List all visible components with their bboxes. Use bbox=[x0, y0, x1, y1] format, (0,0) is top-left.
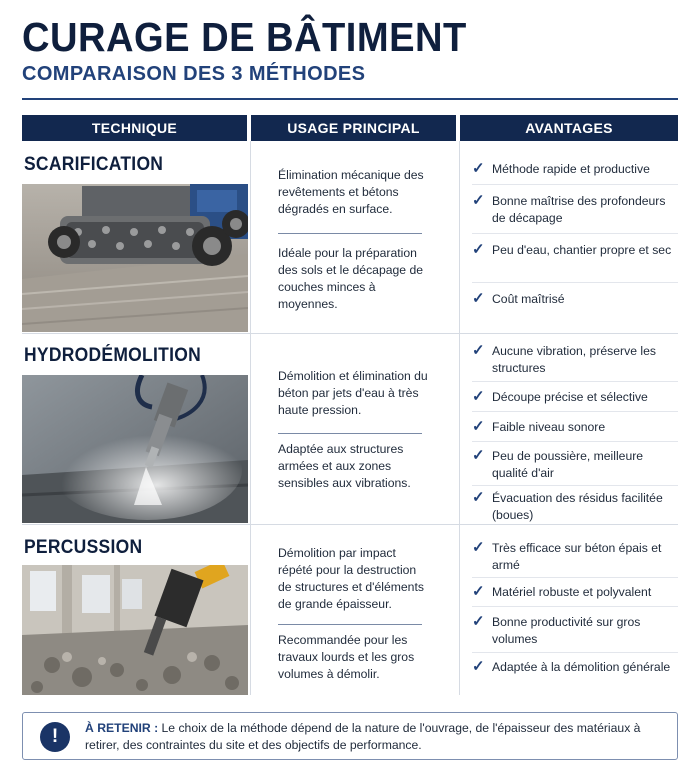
advantage-item: ✓ Peu d'eau, chantier propre et sec bbox=[472, 241, 672, 258]
advantage-divider bbox=[472, 233, 678, 234]
column-divider bbox=[459, 141, 460, 695]
checkmark-icon: ✓ bbox=[472, 539, 485, 556]
advantage-item: ✓ Faible niveau sonore bbox=[472, 418, 606, 435]
column-header-usage: USAGE PRINCIPAL bbox=[251, 115, 456, 141]
key-takeaway-text: À RETENIR : Le choix de la méthode dépend de la nature de l'ouvrage, de l'épaisseur des matériaux à retirer, des contraintes du site et des objectifs de performance. bbox=[85, 721, 641, 752]
checkmark-icon: ✓ bbox=[472, 418, 485, 435]
advantage-item: ✓ Découpe précise et sélective bbox=[472, 388, 648, 405]
usage-divider bbox=[278, 233, 422, 234]
usage-text: Idéale pour la préparation des sols et le décapage de couches minces à moyennes. bbox=[278, 246, 424, 311]
checkmark-icon: ✓ bbox=[472, 342, 485, 359]
key-takeaway-label: À RETENIR : bbox=[85, 721, 159, 735]
row-divider bbox=[22, 333, 678, 334]
column-divider bbox=[250, 141, 251, 695]
water-jet-lance-photo bbox=[22, 375, 248, 523]
checkmark-icon: ✓ bbox=[472, 290, 485, 307]
advantage-divider bbox=[472, 485, 678, 486]
exclamation-icon: ! bbox=[40, 722, 70, 752]
checkmark-icon: ✓ bbox=[472, 489, 485, 506]
checkmark-icon: ✓ bbox=[472, 447, 485, 464]
row-divider bbox=[22, 524, 678, 525]
advantage-divider bbox=[472, 577, 678, 578]
advantage-item: ✓ Méthode rapide et productive bbox=[472, 160, 650, 177]
advantage-divider bbox=[472, 184, 678, 185]
technique-name-hydrodemolition: HYDRODÉMOLITION bbox=[24, 345, 201, 366]
hydraulic-breaker-photo bbox=[22, 565, 248, 695]
advantage-item: ✓ Adaptée à la démolition générale bbox=[472, 658, 671, 675]
advantage-divider bbox=[472, 411, 678, 412]
advantage-item: ✓ Peu de poussière, meilleure qualité d'air bbox=[472, 447, 644, 480]
usage-divider bbox=[278, 624, 422, 625]
advantage-item: ✓ Aucune vibration, préserve les structures bbox=[472, 342, 656, 375]
advantage-item: ✓ Matériel robuste et polyvalent bbox=[472, 583, 652, 600]
advantage-divider bbox=[472, 441, 678, 442]
usage-text: Adaptée aux structures armées et aux zones sensibles aux vibrations. bbox=[278, 442, 411, 490]
advantage-item: ✓ Très efficace sur béton épais et armé bbox=[472, 539, 662, 572]
checkmark-icon: ✓ bbox=[472, 192, 485, 209]
checkmark-icon: ✓ bbox=[472, 613, 485, 630]
advantage-divider bbox=[472, 381, 678, 382]
usage-text: Recommandée pour les travaux lourds et les gros volumes à démolir. bbox=[278, 633, 415, 681]
advantage-item: ✓ Évacuation des résidus facilitée (boues) bbox=[472, 489, 663, 522]
technique-name-scarification: SCARIFICATION bbox=[24, 154, 164, 175]
page-subtitle: COMPARAISON DES 3 MÉTHODES bbox=[22, 63, 366, 85]
advantage-item: ✓ Bonne maîtrise des profondeurs de décapage bbox=[472, 192, 666, 225]
column-header-advantages: AVANTAGES bbox=[460, 115, 678, 141]
advantage-divider bbox=[472, 606, 678, 607]
technique-name-percussion: PERCUSSION bbox=[24, 537, 143, 558]
advantage-item: ✓ Bonne productivité sur gros volumes bbox=[472, 613, 641, 646]
checkmark-icon: ✓ bbox=[472, 388, 485, 405]
usage-text: Démolition par impact répété pour la destruction de structures et d'éléments de grande épaisseur. bbox=[278, 546, 424, 611]
checkmark-icon: ✓ bbox=[472, 658, 485, 675]
title-divider bbox=[22, 98, 678, 100]
advantage-divider bbox=[472, 652, 678, 653]
scarifier-machine-photo bbox=[22, 184, 248, 332]
checkmark-icon: ✓ bbox=[472, 241, 485, 258]
checkmark-icon: ✓ bbox=[472, 160, 485, 177]
usage-text: Élimination mécanique des revêtements et bétons dégradés en surface. bbox=[278, 168, 424, 216]
checkmark-icon: ✓ bbox=[472, 583, 485, 600]
advantage-item: ✓ Coût maîtrisé bbox=[472, 290, 565, 307]
usage-text: Démolition et élimination du béton par jets d'eau à très haute pression. bbox=[278, 369, 428, 417]
usage-divider bbox=[278, 433, 422, 434]
advantage-divider bbox=[472, 282, 678, 283]
key-takeaway-box bbox=[22, 712, 678, 760]
page-title: CURAGE DE BÂTIMENT bbox=[22, 14, 467, 60]
column-header-technique: TECHNIQUE bbox=[22, 115, 247, 141]
